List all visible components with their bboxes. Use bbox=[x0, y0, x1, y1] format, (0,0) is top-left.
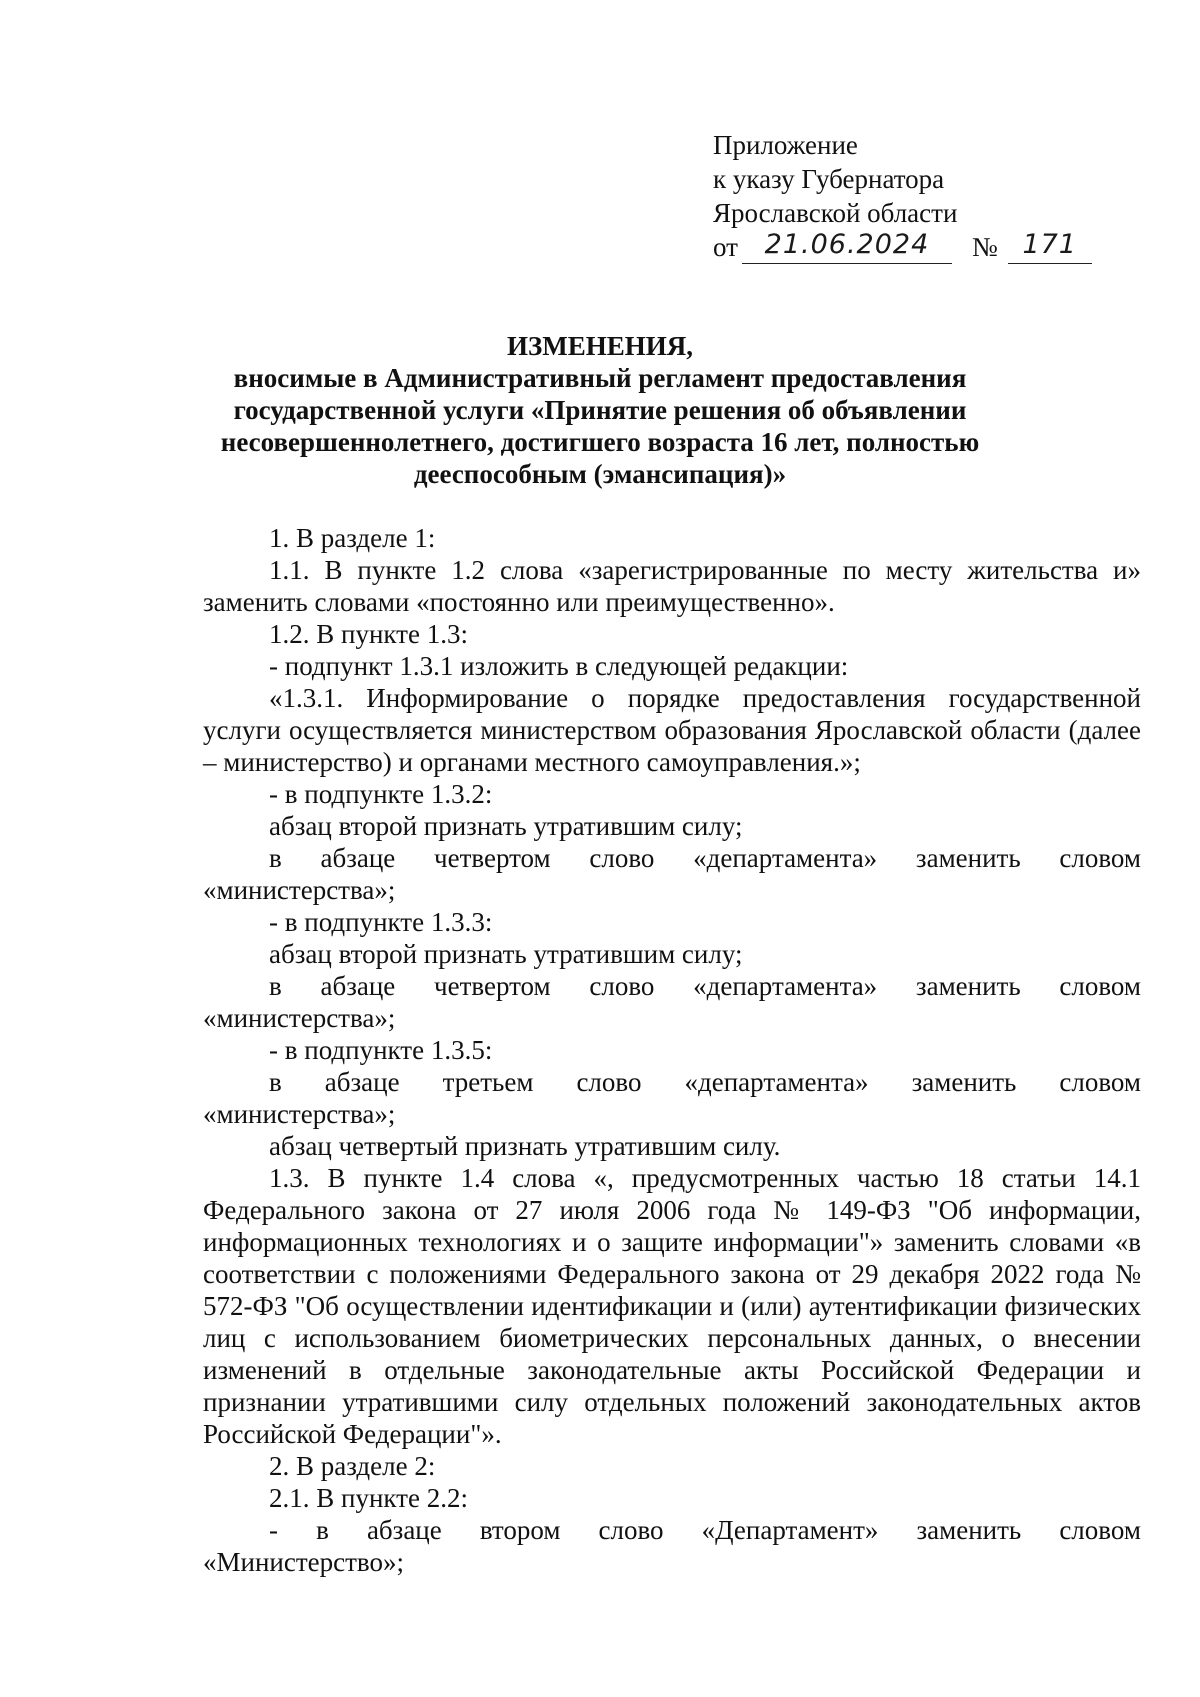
word: втором bbox=[479, 1515, 561, 1545]
word: четвертом bbox=[434, 971, 551, 1001]
annex-line-2: к указу Губернатора bbox=[713, 164, 945, 194]
paragraph-subitem-1-3-1: - подпункт 1.3.1 изложить в следующей редакции: bbox=[269, 651, 849, 681]
paragraph-subitem-1-3-2: - в подпункте 1.3.2: bbox=[269, 779, 493, 809]
word: слово bbox=[589, 843, 655, 873]
word: - bbox=[269, 1515, 278, 1545]
paragraph-2-2-tail: «Министерство»; bbox=[203, 1547, 404, 1577]
paragraph-2-1: 2.1. В пункте 2.2: bbox=[269, 1483, 468, 1513]
title-line-2: государственной услуги «Принятие решения об объявлении bbox=[233, 395, 967, 425]
word: в bbox=[316, 1515, 329, 1545]
paragraph-1-2: 1.2. В пункте 1.3: bbox=[269, 619, 468, 649]
paragraph-quote-1-3-1: «1.3.1. Информирование о порядке предоставления государственной услуги осуществляется министерством образования Ярославской области (далее – министерство) и органами местного самоуправления.»; bbox=[203, 683, 1141, 777]
paragraph-1-3-2-tail: «министерства»; bbox=[203, 875, 396, 905]
word: «Департамент» bbox=[701, 1515, 879, 1545]
date-field bbox=[742, 231, 952, 264]
word: в bbox=[269, 843, 282, 873]
paragraph-1-3-5-abzac-3 bbox=[203, 1066, 1141, 1098]
word: заменить bbox=[911, 1067, 1017, 1097]
paragraph-1-3-5-abzac-4: абзац четвертый признать утратившим силу. bbox=[269, 1131, 781, 1161]
handwritten-number: 171 bbox=[1022, 229, 1077, 260]
title-heading: ИЗМЕНЕНИЯ, bbox=[506, 331, 693, 361]
word: слово bbox=[598, 1515, 664, 1545]
word: в bbox=[269, 971, 282, 1001]
paragraph-1: 1. В разделе 1: bbox=[269, 523, 436, 553]
word: «департамента» bbox=[684, 1067, 869, 1097]
document-body bbox=[203, 522, 1141, 1578]
paragraph-1-1: 1.1. В пункте 1.2 слова «зарегистрированные по месту жительства и» заменить словами «постоянно или преимущественно». bbox=[203, 555, 1141, 617]
annex-date-row bbox=[713, 230, 1092, 264]
word: третьем bbox=[442, 1067, 534, 1097]
paragraph-1-3: 1.3. В пункте 1.4 слова «, предусмотренных частью 18 статьи 14.1 Федерального закона от 27 июля 2006 года № 149-ФЗ "Об информации, информационных технологиях и о защите информации"» заменить словами «в соответствии с положениями Федерального закона от 29 декабря 2022 года № 572-ФЗ "Об осуществлении идентификации и (или) аутентификации физических лиц с использованием биометрических персональных данных, о внесении изменений в отдельные законодательные акты Российской Федерации и признании утратившими силу отдельных положений законодательных актов Российской Федерации"». bbox=[203, 1163, 1141, 1449]
word: заменить bbox=[916, 1515, 1022, 1545]
word: слово bbox=[576, 1067, 642, 1097]
word: абзаце bbox=[320, 843, 396, 873]
paragraph-subitem-1-3-3: - в подпункте 1.3.3: bbox=[269, 907, 493, 937]
paragraph-1-3-3-tail: «министерства»; bbox=[203, 1003, 396, 1033]
word: заменить bbox=[915, 843, 1021, 873]
paragraph-1-3-3-abzac-4 bbox=[203, 970, 1141, 1002]
handwritten-date: 21.06.2024 bbox=[764, 229, 930, 260]
word: словом bbox=[1059, 843, 1141, 873]
title-line-1: вносимые в Административный регламент предоставления bbox=[233, 363, 967, 393]
paragraph-1-3-2-abzac-2: абзац второй признать утратившим силу; bbox=[269, 811, 743, 841]
paragraph-1-3-5-tail: «министерства»; bbox=[203, 1099, 396, 1129]
word: словом bbox=[1059, 1515, 1141, 1545]
word: слово bbox=[589, 971, 655, 1001]
word: абзаце bbox=[366, 1515, 442, 1545]
paragraph-1-3-2-abzac-4 bbox=[203, 842, 1141, 874]
paragraph-2-2-abzac-2 bbox=[203, 1514, 1141, 1546]
title-line-3: несовершеннолетнего, достигшего возраста 16 лет, полностью bbox=[220, 427, 980, 457]
number-sign: № bbox=[971, 232, 998, 262]
number-field bbox=[1008, 231, 1092, 264]
annex-line-1: Приложение bbox=[713, 130, 858, 160]
word: «департамента» bbox=[693, 971, 878, 1001]
annex-block bbox=[713, 128, 1092, 264]
date-prefix: от bbox=[713, 232, 738, 262]
word: четвертом bbox=[434, 843, 551, 873]
paragraph-1-3-3-abzac-2: абзац второй признать утратившим силу; bbox=[269, 939, 743, 969]
word: словом bbox=[1059, 1067, 1141, 1097]
word: абзаце bbox=[320, 971, 396, 1001]
word: «департамента» bbox=[693, 843, 878, 873]
word: словом bbox=[1059, 971, 1141, 1001]
title-line-4: дееспособным (эмансипация)» bbox=[413, 459, 787, 489]
word: в bbox=[269, 1067, 282, 1097]
word: заменить bbox=[915, 971, 1021, 1001]
word: абзаце bbox=[324, 1067, 400, 1097]
paragraph-subitem-1-3-5: - в подпункте 1.3.5: bbox=[269, 1035, 493, 1065]
annex-line-3: Ярославской области bbox=[713, 198, 958, 228]
paragraph-2: 2. В разделе 2: bbox=[269, 1451, 436, 1481]
document-title bbox=[0, 330, 1200, 490]
